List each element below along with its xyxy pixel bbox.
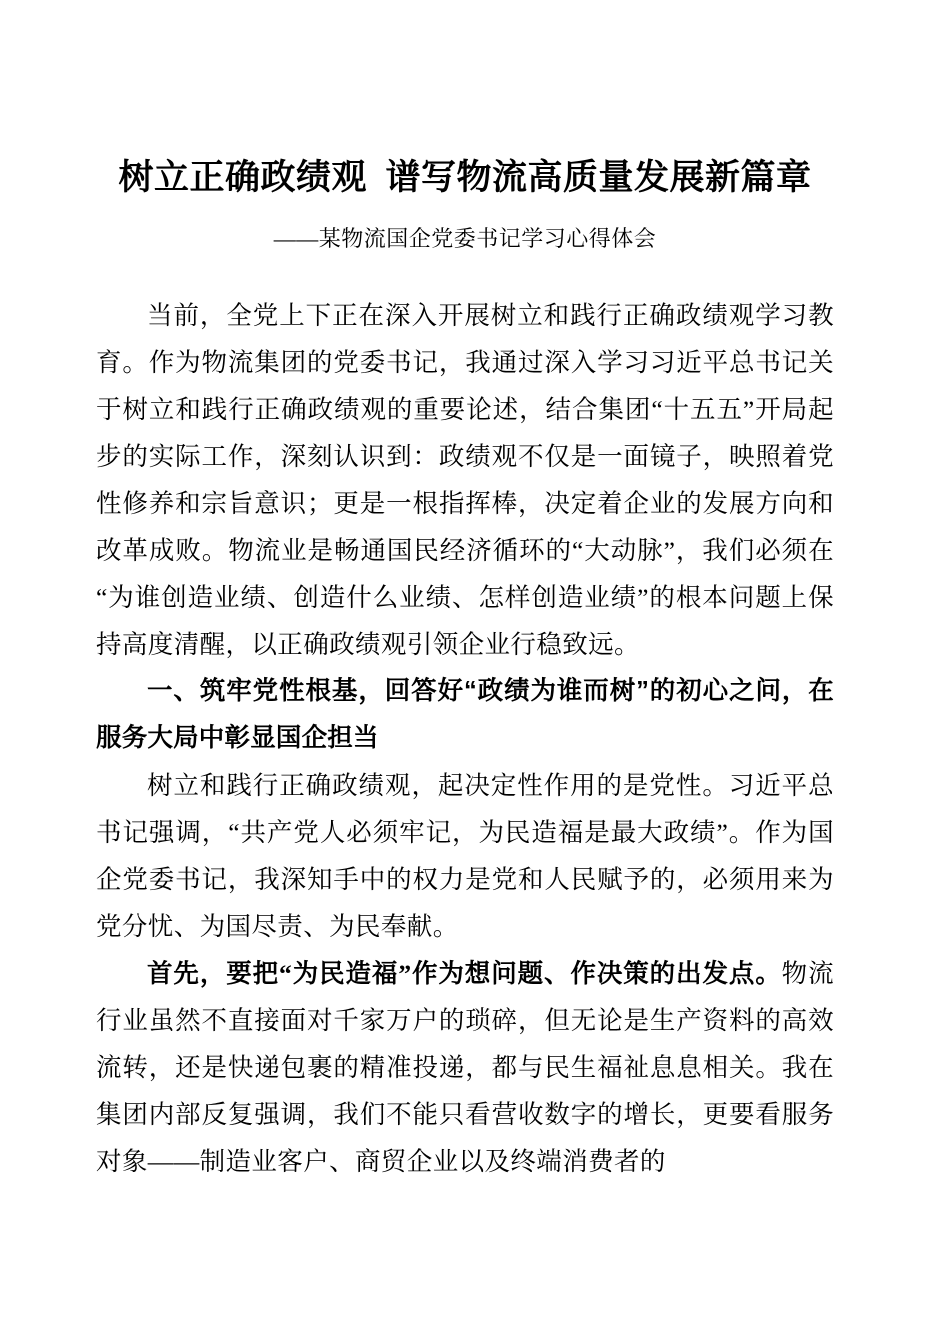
paragraph-3-lead-in: 首先，要把“为民造福”作为想问题、作决策的出发点。 — [147, 959, 782, 988]
paragraph-3-text: 物流行业虽然不直接面对千家万户的琐碎，但无论是生产资料的高效流转，还是快递包裹的精准投递，都与民生福祉息息相关。我在集团内部反复强调，我们不能只看营收数字的增长，更要看服务对象——制造业客户、商贸企业以及终端消费者的 — [96, 959, 834, 1176]
body-paragraph-2: 树立和践行正确政绩观，起决定性作用的是党性。习近平总书记强调，“共产党人必须牢记，为民造福是最大政绩”。作为国企党委书记，我深知手中的权力是党和人民赋予的，必须用来为党分忧、为国尽责、为民奉献。 — [96, 771, 834, 941]
document-content — [96, 0, 834, 1185]
body-paragraph-1: 当前，全党上下正在深入开展树立和践行正确政绩观学习教育。作为物流集团的党委书记，我通过深入学习习近平总书记关于树立和践行正确政绩观的重要论述，结合集团“十五五”开局起步的实际工作，深刻认识到：政绩观不仅是一面镜子，映照着党性修养和宗旨意识；更是一根指挥棒，决定着企业的发展方向和改革成败。物流业是畅通国民经济循环的“大动脉”，我们必须在“为谁创造业绩、创造什么业绩、怎样创造业绩”的根本问题上保持高度清醒，以正确政绩观引领企业行稳致远。 — [96, 301, 834, 659]
document-subtitle: ——某物流国企党委书记学习心得体会 — [273, 226, 657, 251]
page-title: 树立正确政绩观 谱写物流高质量发展新篇章 — [118, 158, 812, 197]
section-heading-1: 一、筑牢党性根基，回答好“政绩为谁而树”的初心之问，在服务大局中彰显国企担当 — [96, 677, 834, 752]
document-body — [96, 256, 834, 1185]
body-paragraph-3 — [96, 950, 834, 1185]
